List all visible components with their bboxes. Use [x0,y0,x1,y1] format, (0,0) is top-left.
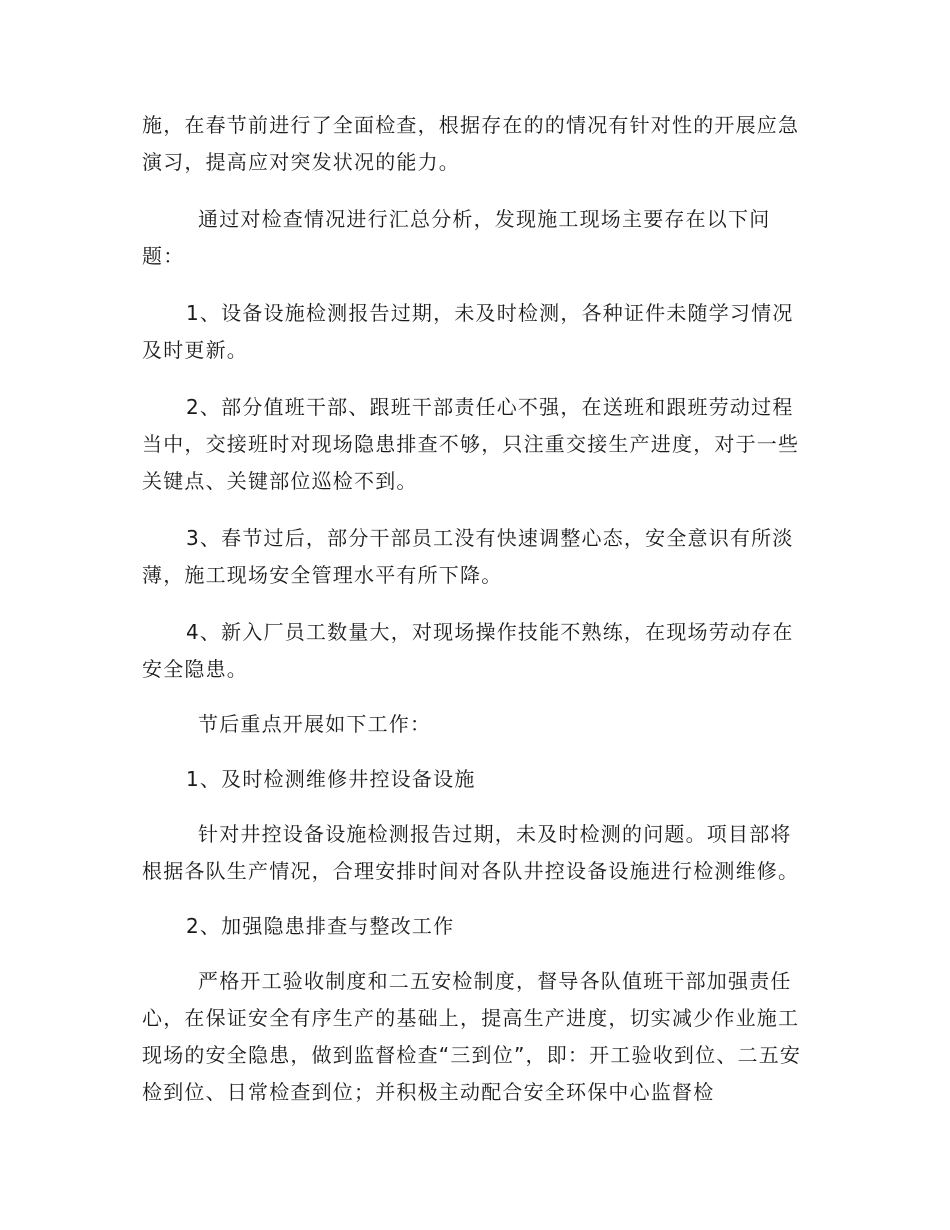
paragraph-issue-2: 2、部分值班干部、跟班干部责任心不强，在送班和跟班劳动过程当中，交接班时对现场隐患排查不够，只注重交接生产进度，对于一些关键点、关键部位巡检不到。 [142,395,800,493]
paragraph-issue-3: 3、春节过后，部分干部员工没有快速调整心态，安全意识有所淡薄，施工现场安全管理水平有所下降。 [142,526,794,587]
paragraph-issue-1: 1、设备设施检测报告过期，未及时检测，各种证件未随学习情况及时更新。 [142,301,794,362]
paragraph-continuation: 施，在春节前进行了全面检查，根据存在的的情况有针对性的开展应急演习，提高应对突发状况的能力。 [142,113,800,174]
paragraph-issue-4: 4、新入厂员工数量大，对现场操作技能不熟练，在现场劳动存在安全隐患。 [142,620,794,681]
paragraph-task-2: 严格开工验收制度和二五安检制度，督导各队值班干部加强责任心，在保证安全有序生产的基础上，提高生产进度，切实减少作业施工现场的安全隐患，做到监督检查“三到位”，即：开工验收到位、二五安检到位、日常检查到位；并积极主动配合安全环保中心监督检 [142,969,802,1104]
heading-task-2: 2、加强隐患排查与整改工作 [186,914,455,938]
document-body [142,107,808,1111]
heading-task-1: 1、及时检测维修井控设备设施 [186,767,476,791]
paragraph-summary-intro: 通过对检查情况进行汇总分析，发现施工现场主要存在以下问题： [142,207,771,268]
paragraph-work-intro: 节后重点开展如下工作： [198,712,432,736]
paragraph-task-1: 针对井控设备设施检测报告过期，未及时检测的问题。项目部将根据各队生产情况，合理安排时间对各队井控设备设施进行检测维修。 [142,822,800,883]
